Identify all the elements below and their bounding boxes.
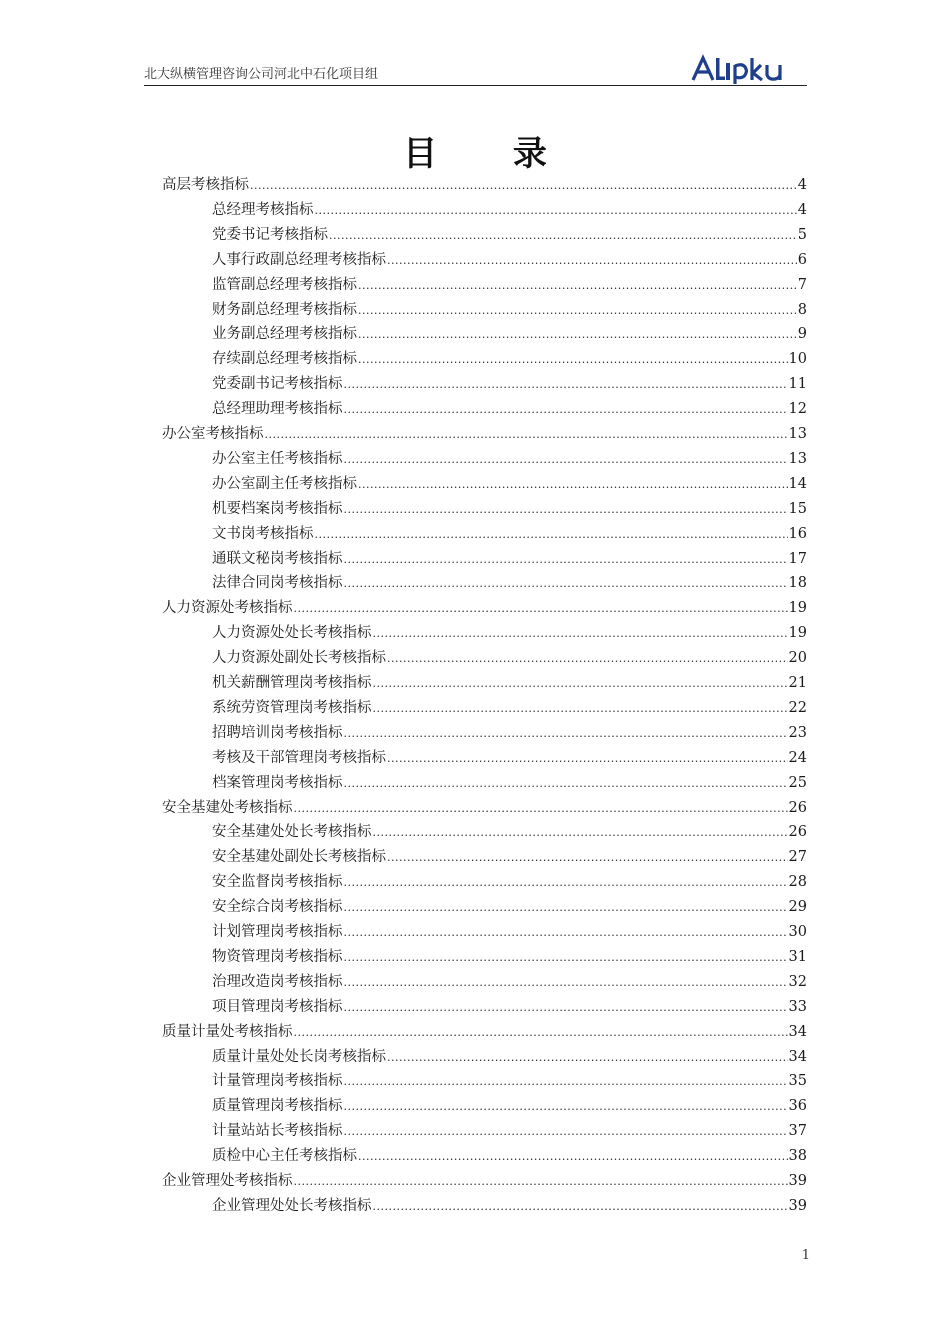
toc-entry-page: 22 — [788, 699, 807, 716]
toc-entry-page: 8 — [797, 301, 807, 318]
toc-entry[interactable] — [212, 746, 807, 771]
toc-entry-title: 机关薪酬管理岗考核指标 — [212, 675, 372, 691]
toc-entry-page: 34 — [788, 1048, 807, 1065]
toc-entry-title: 存续副总经理考核指标 — [212, 351, 357, 368]
toc-entry[interactable] — [212, 472, 807, 497]
toc-entry-title: 安全基建处考核指标 — [162, 799, 293, 816]
toc-dot-leader — [344, 771, 788, 796]
toc-entry-title: 监管副总经理考核指标 — [212, 276, 357, 293]
toc-entry-title: 安全监督岗考核指标 — [212, 874, 343, 891]
toc-dot-leader — [344, 1094, 788, 1119]
toc-dot-leader — [387, 1045, 788, 1070]
toc-dot-leader — [358, 273, 797, 298]
toc-dot-leader — [344, 547, 788, 572]
toc-dot-leader — [373, 671, 788, 696]
toc-entry-page: 24 — [788, 749, 807, 766]
toc-dot-leader — [373, 621, 788, 646]
toc-entry[interactable] — [212, 447, 807, 472]
toc-dot-leader — [344, 895, 788, 920]
toc-entry-title: 档案管理岗考核指标 — [212, 774, 343, 791]
toc-entry-page: 33 — [788, 998, 807, 1015]
toc-entry-title: 人力资源处副处长考核指标 — [212, 650, 386, 667]
toc-entry[interactable] — [212, 771, 807, 796]
toc-entry-page: 4 — [797, 201, 807, 218]
toc-dot-leader — [294, 796, 788, 821]
toc-entry-title: 质量计量处处长岗考核指标 — [212, 1048, 386, 1065]
toc-entry[interactable] — [212, 895, 807, 920]
toc-entry-page: 26 — [788, 799, 807, 816]
toc-entry[interactable] — [212, 273, 807, 298]
toc-dot-leader — [315, 198, 797, 223]
toc-entry-page: 25 — [788, 774, 807, 791]
toc-entry-page: 26 — [788, 824, 807, 841]
toc-entry[interactable] — [212, 970, 807, 995]
toc-entry-page: 16 — [788, 525, 807, 542]
toc-dot-leader — [250, 173, 797, 198]
toc-section-entry[interactable] — [162, 422, 807, 447]
toc-entry[interactable] — [212, 547, 807, 572]
toc-dot-leader — [344, 920, 788, 945]
toc-entry-title: 计量站站长考核指标 — [212, 1123, 343, 1140]
toc-dot-leader — [344, 870, 788, 895]
toc-section-entry[interactable] — [162, 796, 807, 821]
toc-dot-leader — [344, 447, 788, 472]
toc-entry-page: 29 — [788, 899, 807, 916]
toc-entry[interactable] — [212, 372, 807, 397]
toc-entry-page: 17 — [788, 550, 807, 567]
toc-entry-page: 12 — [788, 401, 807, 418]
toc-entry[interactable] — [212, 298, 807, 323]
toc-dot-leader — [358, 298, 797, 323]
toc-entry[interactable] — [212, 347, 807, 372]
toc-entry-page: 9 — [797, 326, 807, 343]
toc-dot-leader — [344, 1119, 788, 1144]
toc-entry-page: 31 — [788, 948, 807, 965]
toc-entry-page: 14 — [788, 475, 807, 492]
toc-dot-leader — [294, 1020, 788, 1045]
toc-entry-page: 19 — [788, 625, 807, 642]
toc-entry-title: 党委副书记考核指标 — [212, 376, 343, 393]
toc-entry-page: 30 — [788, 924, 807, 940]
toc-dot-leader — [265, 422, 788, 447]
toc-entry-title: 安全基建处处长考核指标 — [212, 824, 372, 841]
toc-dot-leader — [373, 1194, 788, 1219]
toc-entry-page: 19 — [788, 600, 807, 617]
toc-entry-page: 27 — [788, 849, 807, 866]
toc-entry[interactable] — [212, 497, 807, 522]
toc-entry[interactable] — [212, 248, 807, 273]
toc-entry-page: 7 — [797, 276, 807, 293]
toc-dot-leader — [344, 571, 788, 596]
toc-entry-page: 10 — [788, 351, 807, 368]
toc-entry-page: 28 — [788, 874, 807, 891]
toc-entry[interactable] — [212, 571, 807, 596]
toc-entry-title: 机要档案岗考核指标 — [212, 500, 343, 517]
toc-entry-title: 考核及干部管理岗考核指标 — [212, 749, 386, 766]
toc-dot-leader — [358, 1144, 788, 1169]
toc-entry-title: 治理改造岗考核指标 — [212, 973, 343, 990]
toc-entry-page: 4 — [797, 177, 807, 193]
toc-section-entry[interactable] — [162, 1169, 807, 1194]
toc-dot-leader — [344, 945, 788, 970]
toc-entry-title: 招聘培训岗考核指标 — [212, 724, 343, 741]
toc-entry-title: 财务副总经理考核指标 — [212, 301, 357, 318]
toc-entry-title: 质量计量处考核指标 — [162, 1023, 293, 1040]
page-number: 1 — [801, 1248, 810, 1263]
toc-entry[interactable] — [212, 671, 807, 696]
toc-entry-title: 文书岗考核指标 — [212, 525, 314, 542]
toc-entry-title: 办公室副主任考核指标 — [212, 475, 357, 492]
toc-entry-title: 办公室主任考核指标 — [212, 450, 343, 467]
toc-entry-page: 5 — [797, 226, 807, 243]
toc-entry[interactable] — [212, 696, 807, 721]
toc-entry-page: 39 — [788, 1197, 807, 1214]
toc-entry[interactable] — [212, 646, 807, 671]
toc-entry-title: 计量管理岗考核指标 — [212, 1073, 343, 1090]
toc-entry-page: 15 — [788, 500, 807, 517]
toc-entry-title: 高层考核指标 — [162, 177, 249, 193]
toc-dot-leader — [344, 497, 788, 522]
toc-entry[interactable] — [212, 223, 807, 248]
toc-entry-page: 13 — [788, 426, 807, 442]
toc-entry-title: 项目管理岗考核指标 — [212, 998, 343, 1015]
toc-entry[interactable] — [212, 920, 807, 945]
toc-entry[interactable] — [212, 1094, 807, 1119]
toc-entry-title: 人事行政副总经理考核指标 — [212, 251, 386, 268]
toc-dot-leader — [358, 322, 797, 347]
toc-entry-page: 39 — [788, 1173, 807, 1189]
toc-entry[interactable] — [212, 1144, 807, 1169]
toc-entry-page: 21 — [788, 675, 807, 691]
toc-dot-leader — [358, 472, 788, 497]
toc-dot-leader — [387, 746, 788, 771]
toc-entry[interactable] — [212, 621, 807, 646]
toc-entry-page: 13 — [788, 450, 807, 467]
toc-entry-page: 23 — [788, 724, 807, 741]
toc-entry[interactable] — [212, 522, 807, 547]
toc-entry[interactable] — [212, 820, 807, 845]
toc-entry-title: 系统劳资管理岗考核指标 — [212, 699, 372, 716]
toc-dot-leader — [315, 522, 788, 547]
toc-section-entry[interactable] — [162, 596, 807, 621]
toc-entry-title: 法律合同岗考核指标 — [212, 575, 343, 592]
toc-entry[interactable] — [212, 995, 807, 1020]
page-title: 目 录 — [403, 134, 579, 174]
toc-dot-leader — [387, 845, 788, 870]
toc-dot-leader — [294, 1169, 788, 1194]
toc-entry[interactable] — [212, 397, 807, 422]
toc-dot-leader — [387, 248, 797, 273]
toc-section-entry[interactable] — [162, 173, 807, 198]
toc-entry-title: 党委书记考核指标 — [212, 226, 328, 243]
toc-entry-title: 企业管理处处长考核指标 — [212, 1197, 372, 1214]
toc-entry[interactable] — [212, 721, 807, 746]
toc-dot-leader — [358, 347, 788, 372]
toc-entry-title: 人力资源处处长考核指标 — [212, 625, 372, 642]
toc-entry-title: 总经理助理考核指标 — [212, 401, 343, 418]
toc-entry[interactable] — [212, 870, 807, 895]
toc-dot-leader — [344, 970, 788, 995]
toc-entry-title: 总经理考核指标 — [212, 201, 314, 218]
toc-dot-leader — [344, 397, 788, 422]
toc-entry[interactable] — [212, 1069, 807, 1094]
toc-entry-title: 安全基建处副处长考核指标 — [212, 849, 386, 866]
toc-dot-leader — [387, 646, 788, 671]
toc-entry-title: 企业管理处考核指标 — [162, 1173, 293, 1189]
toc-entry-page: 20 — [788, 650, 807, 667]
toc-entry[interactable] — [212, 945, 807, 970]
toc-dot-leader — [329, 223, 797, 248]
toc-entry-page: 11 — [788, 376, 807, 393]
toc-entry-title: 通联文秘岗考核指标 — [212, 550, 343, 567]
page-header — [144, 56, 807, 86]
toc-dot-leader — [344, 995, 788, 1020]
toc-entry-title: 物资管理岗考核指标 — [212, 948, 343, 965]
toc-entry[interactable] — [212, 1194, 807, 1219]
toc-dot-leader — [373, 696, 788, 721]
toc-entry-title: 人力资源处考核指标 — [162, 600, 293, 617]
toc-entry-title: 计划管理岗考核指标 — [212, 924, 343, 940]
toc-section-entry[interactable] — [162, 1020, 807, 1045]
toc-entry-page: 34 — [788, 1023, 807, 1040]
toc-entry-title: 办公室考核指标 — [162, 426, 264, 442]
toc-entry-title: 质量管理岗考核指标 — [212, 1098, 343, 1115]
toc-entry[interactable] — [212, 198, 807, 223]
header-text: 北大纵横管理咨询公司河北中石化项目组 — [144, 67, 379, 82]
toc-dot-leader — [294, 596, 788, 621]
company-logo — [691, 54, 807, 84]
toc-dot-leader — [344, 1069, 788, 1094]
toc-dot-leader — [344, 721, 788, 746]
toc-entry[interactable] — [212, 1119, 807, 1144]
toc-entry-page: 35 — [788, 1073, 807, 1090]
toc-entry[interactable] — [212, 322, 807, 347]
toc-dot-leader — [373, 820, 788, 845]
toc-entry-title: 安全综合岗考核指标 — [212, 899, 343, 916]
toc-entry-page: 18 — [788, 575, 807, 592]
toc-entry-page: 32 — [788, 973, 807, 990]
toc-entry-page: 38 — [788, 1148, 807, 1165]
toc-entry-page: 36 — [788, 1098, 807, 1115]
toc-dot-leader — [344, 372, 788, 397]
toc-entry-title: 质检中心主任考核指标 — [212, 1148, 357, 1165]
toc-entry[interactable] — [212, 845, 807, 870]
toc-entry-page: 6 — [797, 251, 807, 268]
toc-entry[interactable] — [212, 1045, 807, 1070]
toc-entry-page: 37 — [788, 1123, 807, 1140]
toc-entry-title: 业务副总经理考核指标 — [212, 326, 357, 343]
